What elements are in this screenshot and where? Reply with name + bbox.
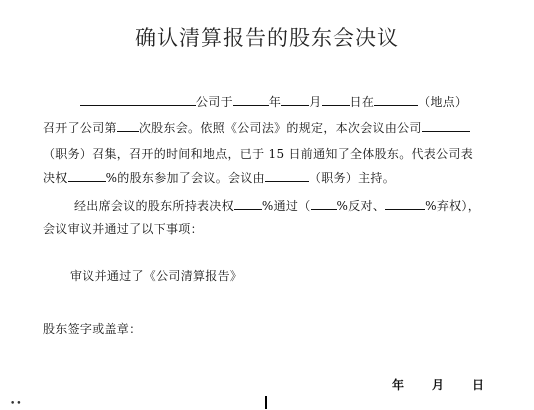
convener-blank[interactable] bbox=[422, 120, 470, 132]
oppose-percent-blank[interactable] bbox=[311, 198, 337, 210]
paragraph-2-line-1: 经出席会议的股东所持表决权 %通过（ %反对、 %弃权）， bbox=[74, 199, 481, 213]
date-year: 年 bbox=[392, 378, 405, 392]
meeting-number-blank[interactable] bbox=[117, 120, 139, 132]
text-cursor bbox=[265, 396, 267, 409]
chair-blank[interactable] bbox=[265, 170, 309, 182]
date-line bbox=[392, 376, 484, 393]
paragraph-2-line-2: 会议审议并通过了以下事项： bbox=[43, 222, 203, 236]
paragraph-1-line-3: （职务）召集，召开的时间和地点，已于 15 日前通知了全体股东。代表公司表 bbox=[43, 147, 474, 161]
day-blank[interactable] bbox=[322, 94, 350, 106]
document-title: 确认清算报告的股东会决议 bbox=[135, 26, 399, 50]
company-name-blank[interactable] bbox=[80, 94, 196, 106]
year-blank[interactable] bbox=[233, 94, 269, 106]
voting-percent-blank[interactable] bbox=[68, 170, 106, 182]
paragraph-1-line-1: 公司于 年 月 日在 （地点） bbox=[80, 93, 467, 110]
paragraph-1-line-4: 决权 %的股东参加了会议。会议由 （职务）主持。 bbox=[43, 171, 396, 185]
approve-percent-blank[interactable] bbox=[234, 198, 262, 210]
signature-label: 股东签字或盖章： bbox=[43, 322, 142, 336]
location-blank[interactable] bbox=[374, 94, 418, 106]
paragraph-1-line-2: 召开了公司第 次股东会。依照《公司法》的规定，本次会议由公司 bbox=[43, 119, 470, 136]
abstain-percent-blank[interactable] bbox=[385, 198, 425, 210]
date-month: 月 bbox=[432, 378, 445, 392]
month-blank[interactable] bbox=[281, 94, 309, 106]
date-day: 日 bbox=[472, 378, 485, 392]
corner-dots: •• bbox=[10, 399, 23, 409]
resolution-item: 审议并通过了《公司清算报告》 bbox=[70, 269, 243, 283]
